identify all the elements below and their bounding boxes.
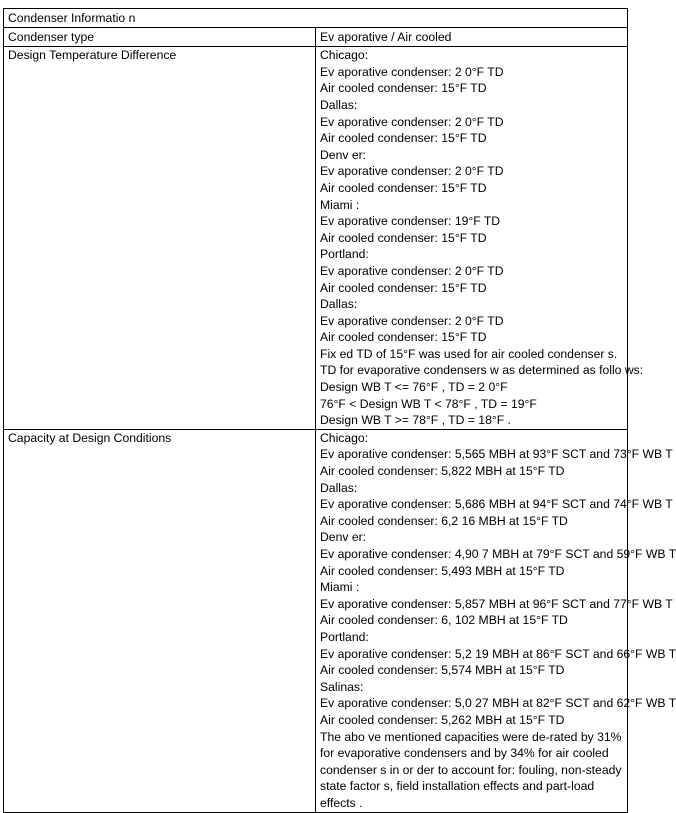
design-td-line: Dallas: xyxy=(320,97,358,112)
capacity-derating-note: The abo ve mentioned capacities were de-rated by 31% for evaporative condensers and by 34% for air cooled condenser s in or der to account for: fouling, non-steady state factor s, field installation effects and part-load effects . xyxy=(320,729,622,810)
header-row xyxy=(4,9,628,28)
capacity-line: Ev aporative condenser: 5,0 27 MBH at 82°F SCT and 62°F WB T xyxy=(320,696,676,711)
capacity-line: Ev aporative condenser: 5,686 MBH at 94°F SCT and 74°F WB T xyxy=(320,497,673,512)
condenser-type-label: Condenser type xyxy=(4,27,316,47)
design-td-line: Air cooled condenser: 15°F TD xyxy=(320,230,487,245)
design-td-line: Design WB T <= 76°F , TD = 2 0°F xyxy=(320,380,508,395)
design-td-label: Design Temperature Difference xyxy=(4,47,316,430)
capacity-line: Air cooled condenser: 5,822 MBH at 15°F TD xyxy=(320,464,565,479)
table-header: Condenser Informatio n xyxy=(4,9,628,28)
design-td-line: 76°F < Design WB T < 78°F , TD = 19°F xyxy=(320,396,537,411)
design-td-line: Dallas: xyxy=(320,297,358,312)
design-td-line: Ev aporative condenser: 2 0°F TD xyxy=(320,313,504,328)
design-td-line: Denv er: xyxy=(320,147,367,162)
capacity-line: Miami : xyxy=(320,580,360,595)
design-td-line: Ev aporative condenser: 2 0°F TD xyxy=(320,263,504,278)
capacity-line: Salinas: xyxy=(320,679,364,694)
design-td-line: TD for evaporative condensers w as determined as follo ws: xyxy=(320,363,644,378)
design-td-line: Air cooled condenser: 15°F TD xyxy=(320,131,487,146)
capacity-line: Ev aporative condenser: 5,857 MBH at 96°F SCT and 77°F WB T xyxy=(320,596,673,611)
design-td-line: Ev aporative condenser: 2 0°F TD xyxy=(320,114,504,129)
capacity-line: Air cooled condenser: 5,493 MBH at 15°F TD xyxy=(320,563,565,578)
design-td-content xyxy=(316,47,644,430)
capacity-line: Dallas: xyxy=(320,480,358,495)
capacity-line: Air cooled condenser: 5,574 MBH at 15°F TD xyxy=(320,663,565,678)
design-td-line: Chicago: xyxy=(320,48,369,63)
capacity-line: Portland: xyxy=(320,629,369,644)
condenser-type-value: Ev aporative / Air cooled xyxy=(316,27,628,47)
design-td-line: Ev aporative condenser: 19°F TD xyxy=(320,214,501,229)
design-td-line: Air cooled condenser: 15°F TD xyxy=(320,280,487,295)
design-td-line: Miami : xyxy=(320,197,360,212)
capacity-content xyxy=(316,429,676,812)
design-td-line: Air cooled condenser: 15°F TD xyxy=(320,330,487,345)
design-td-row xyxy=(4,47,628,430)
capacity-line: Chicago: xyxy=(320,430,369,445)
capacity-line: Air cooled condenser: 6,2 16 MBH at 15°F TD xyxy=(320,513,568,528)
design-td-line: Ev aporative condenser: 2 0°F TD xyxy=(320,164,504,179)
design-td-line: Fix ed TD of 15°F was used for air cooled condenser s. xyxy=(320,346,618,361)
design-td-line: Portland: xyxy=(320,247,369,262)
capacity-line: Ev aporative condenser: 4,90 7 MBH at 79°F SCT and 59°F WB T xyxy=(320,547,676,561)
condenser-information-table xyxy=(3,8,676,813)
design-td-line: Ev aporative condenser: 2 0°F TD xyxy=(320,64,504,79)
capacity-line: Ev aporative condenser: 5,565 MBH at 93°F SCT and 73°F WB T xyxy=(320,447,673,462)
condenser-type-row xyxy=(4,27,628,47)
capacity-line: Air cooled condenser: 5,262 MBH at 15°F TD xyxy=(320,712,565,727)
design-td-line: Design WB T >= 78°F , TD = 18°F . xyxy=(320,413,511,428)
design-td-line: Air cooled condenser: 15°F TD xyxy=(320,180,487,195)
capacity-line: Denv er: xyxy=(320,530,367,545)
design-td-line: Air cooled condenser: 15°F TD xyxy=(320,81,487,96)
capacity-line: Ev aporative condenser: 5,2 19 MBH at 86°F SCT and 66°F WB T xyxy=(320,646,676,661)
capacity-row xyxy=(4,429,628,812)
capacity-label: Capacity at Design Conditions xyxy=(4,429,316,812)
capacity-line: Air cooled condenser: 6, 102 MBH at 15°F TD xyxy=(320,613,568,628)
